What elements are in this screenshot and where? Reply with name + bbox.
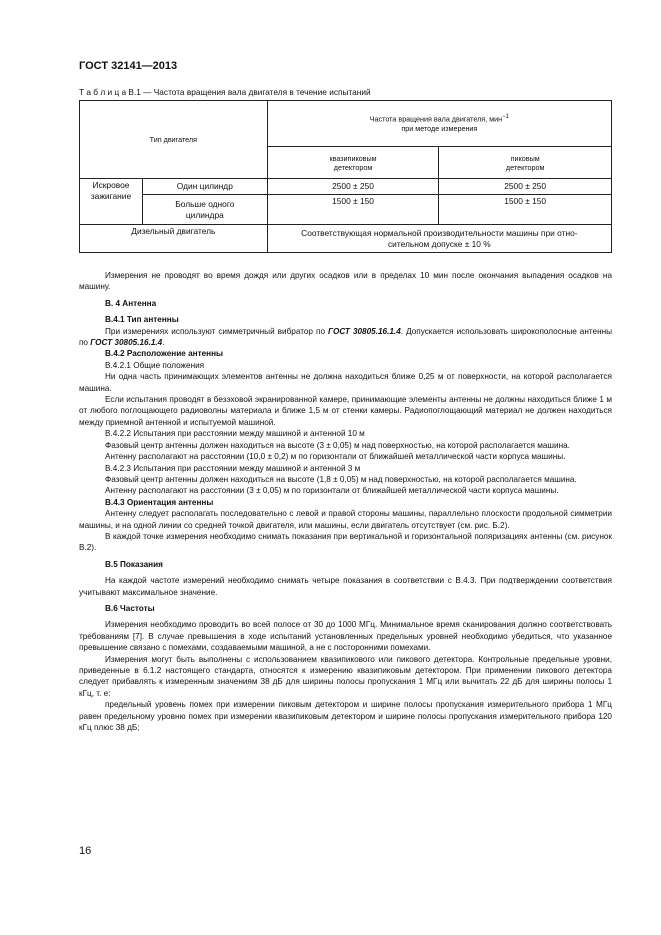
paragraph: На каждой частоте измерений необходимо снимать четыре показания в соответствии с В.4.3. При подтверждении соответствия учитывают максимальное значение. bbox=[79, 576, 612, 597]
header-speed: Частота вращения вала двигателя, мин$^{-1}$ при методе измерения bbox=[267, 101, 611, 147]
section-heading: В.4.1 Тип антенны bbox=[105, 315, 179, 325]
header-engine-type: Тип двигателя bbox=[80, 101, 268, 179]
paragraph: В каждой точке измерения необходимо снимать показания при вертикальной и горизонтальной поляризациях антенны (см. рисунок В.2). bbox=[79, 531, 612, 553]
paragraph: Антенну располагают на расстоянии (3 ± 0,05) м по горизонтали от ближайшей металлической части корпуса машины. bbox=[105, 486, 559, 496]
cell-one-pk: 2500 ± 250 bbox=[439, 179, 612, 195]
cell-multi-cylinder: Больше одного цилиндра bbox=[142, 195, 267, 225]
paragraph: Ни одна часть принимающих элементов антенны не должна находиться ближе 0,25 м от поверхности, на которой располагается машина. bbox=[79, 372, 612, 393]
section-heading: В. 4 Антенна bbox=[105, 298, 157, 308]
paragraph: Фазовый центр антенны должен находиться на высоте (3 ± 0,05) м над поверхностью, на которой располагается машина. bbox=[105, 440, 570, 450]
cell-diesel: Дизельный двигатель bbox=[80, 225, 268, 253]
cell-multi-qp: 1500 ± 150 bbox=[267, 195, 439, 225]
section-heading: В.4.2 Расположение антенны bbox=[105, 349, 224, 359]
subsection-title: В.4.2.2 Испытания при расстоянии между машиной и антенной 10 м bbox=[105, 429, 365, 439]
paragraph: Измерения могут быть выполнены с использованием квазипикового или пикового детектора. Контрольные предельные уровни, приведенные в 6.1.2 настоящего стандарта, относятся к измерению квазипиковым детектором. При применении пикового детектора следует прибавлять к измеренным значениям 38 дБ для ширины полосы пропускания 1 МГц или вычитать 22 дБ для ширины полосы 1 кГц, т. е: bbox=[79, 654, 612, 698]
paragraph: Измерения не проводят во время дождя или других осадков или в пределах 10 мин после окончания выпадения осадков на машину. bbox=[79, 271, 612, 292]
paragraph: предельный уровень помех при измерении пиковым детектором и ширине полосы пропускания измерительного прибора 1 МГц равен предельному уровню помех при измерении квазипиковым детектором и ширине полосы пропускания измерительного прибора 120 кГц плюс 38 дБ; bbox=[79, 700, 612, 733]
subsection-title: В.4.2.3 Испытания при расстоянии между машиной и антенной 3 м bbox=[105, 463, 361, 473]
paragraph: Фазовый центр антенны должен находиться на высоте (1,8 ± 0,05) м над поверхностью, на которой располагается машина. bbox=[105, 474, 577, 484]
standard-reference: ГОСТ 30805.16.1.4 bbox=[90, 338, 163, 348]
section-heading: В.4.3 Ориентация антенны bbox=[105, 497, 214, 507]
engine-speed-table bbox=[79, 100, 612, 253]
header-peak: пиковым детектором bbox=[439, 147, 612, 179]
section-heading: В.5 Показания bbox=[105, 559, 163, 569]
paragraph: Измерения необходимо проводить во всей полосе от 30 до 1000 МГц. Минимальное время сканирования должно соответствовать требованиям [7]. В случае превышения в ходе испытаний установленных предельных уровней необходимо убедиться, что указанное превышение связано с помехами, создаваемыми машиной, а не с посторонними помехами. bbox=[79, 620, 612, 653]
subsection-title: В.4.2.1 Общие положения bbox=[105, 360, 205, 370]
section-heading: В.6 Частоты bbox=[105, 603, 155, 613]
header-quasi-peak: квазипиковым детектором bbox=[267, 147, 439, 179]
document-header: ГОСТ 32141—2013 bbox=[79, 60, 178, 72]
standard-reference: ГОСТ 30805.16.1.4 bbox=[328, 326, 401, 336]
document-body bbox=[79, 270, 612, 733]
cell-one-cylinder: Один цилиндр bbox=[142, 179, 267, 195]
cell-multi-pk: 1500 ± 150 bbox=[439, 195, 612, 225]
cell-diesel-value: Соответствующая нормальной производительности машины при отно- сительном допуске ± 10 % bbox=[267, 225, 611, 253]
paragraph: Антенну следует располагать последовательно с левой и правой стороны машины, параллельно плоскости продольной симметрии машины, и на одной линии со средней точкой двигателя, или машины, если двигатель отсутствует (см. рис. Б.2). bbox=[79, 509, 612, 530]
cell-one-qp: 2500 ± 250 bbox=[267, 179, 439, 195]
cell-spark-ignition: Искровое зажигание bbox=[80, 179, 143, 225]
paragraph: Антенну располагают на расстоянии (10,0 ± 0,2) м по горизонтали от ближайшей металлической части корпуса машины. bbox=[105, 452, 566, 462]
table-caption: Т а б л и ц а В.1 — Частота вращения вала двигателя в течение испытаний bbox=[79, 87, 371, 97]
paragraph: Если испытания проводят в безэховой экранированной камере, принимающие элементы антенны не должны находиться ближе 1 м от любого поглощающего радиоволны материала и ближе 1,5 м от стенки камеры. Радиопоглощающий материал не должен находиться между приемной антенной и испытуемой машиной. bbox=[79, 395, 612, 427]
page-number: 16 bbox=[79, 845, 92, 857]
paragraph: При измерениях используют симметричный вибратор по ГОСТ 30805.16.1.4. Допускается использовать широкополосные антенны по ГОСТ 30805.16.1.4. bbox=[79, 326, 613, 348]
